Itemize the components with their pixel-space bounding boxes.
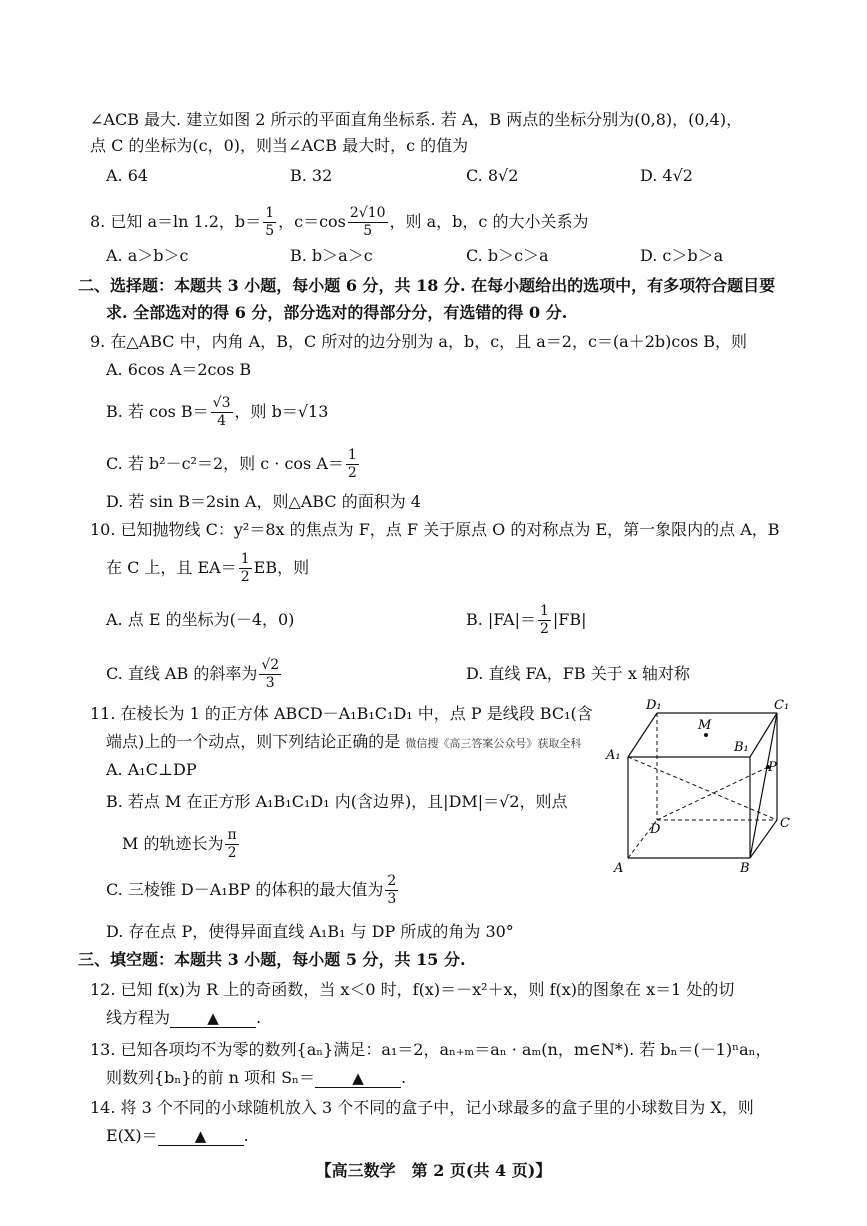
- q9-option-c: C. 若 b²－c²＝2，则 c · cos A＝ $\frac{1}{2}$: [106, 447, 357, 481]
- label-c: C: [780, 816, 790, 831]
- q11-b-fraction: $\frac{\pi}{2}$: [227, 827, 237, 861]
- q13-line1: 13. 已知各项均不为零的数列{aₙ}满足：a₁＝2，aₙ₊ₘ＝aₙ · aₘ(n，m∈N*). 若 bₙ＝(－1)ⁿaₙ，: [90, 1040, 772, 1059]
- q8-option-c: C. b＞c＞a: [466, 246, 549, 265]
- q9-stem: 9. 在△ABC 中，内角 A，B，C 所对的边分别为 a，b，c，且 a＝2，c＝(a＋2b)cos B，则: [90, 332, 748, 351]
- section2-line1: 二、选择题：本题共 3 小题，每小题 6 分，共 18 分. 在每小题给出的选项中，有多项符合题目要: [78, 276, 776, 295]
- label-a1: A₁: [606, 748, 621, 763]
- q14-answer-blank: ▲: [158, 1127, 244, 1146]
- q11-line2: 端点)上的一个动点，则下列结论正确的是 微信搜《高三答案公众号》获取全科: [106, 732, 582, 751]
- q8-option-b: B. b＞a＞c: [290, 246, 373, 265]
- q8-stem: [90, 200, 588, 244]
- q8-option-a: A. a＞b＞c: [106, 246, 189, 265]
- segment-d-p: [657, 767, 768, 820]
- q9-option-d: D. 若 sin B＝2sin A，则△ABC 的面积为 4: [106, 492, 421, 511]
- q11-c-fraction: $\frac{2}{3}$: [387, 873, 397, 907]
- watermark-text: 微信搜《高三答案公众号》获取全科: [405, 737, 582, 750]
- q12-line1: 12. 已知 f(x)为 R 上的奇函数，当 x＜0 时，f(x)＝－x²＋x，则 f(x)的图象在 x＝1 处的切: [90, 980, 735, 999]
- q9-option-a: A. 6cos A＝2cos B: [106, 360, 252, 379]
- q8-c-fraction: $\frac{2√10}{5}$: [349, 205, 386, 239]
- label-a: A: [614, 861, 624, 876]
- q10-option-b: B. |FA|＝ $\frac{1}{2}$ |FB|: [466, 603, 587, 637]
- label-b1: B₁: [734, 740, 749, 755]
- label-p: P: [768, 760, 777, 775]
- q11-option-b-line2: M 的轨迹长为 $\frac{\pi}{2}$: [122, 827, 237, 861]
- q7-option-c: C. 8√2: [466, 166, 519, 185]
- section2-line2: 求. 全部选对的得 6 分，部分选对的得部分分，有选错的得 0 分.: [106, 303, 568, 322]
- q10-option-d: D. 直线 FA，FB 关于 x 轴对称: [466, 664, 690, 683]
- q14-line1: 14. 将 3 个不同的小球随机放入 3 个不同的盒子中，记小球最多的盒子里的小球数目为 X，则: [90, 1098, 754, 1117]
- q12-answer-blank: ▲: [170, 1009, 256, 1028]
- q8-stem-post: ，则 a，b，c 的大小关系为: [389, 212, 589, 231]
- q9-option-b: B. 若 cos B＝ $\frac{√3}{4}$ ，则 b＝√13: [106, 395, 329, 429]
- q7-option-a: A. 64: [106, 166, 149, 185]
- label-m: M: [698, 718, 712, 733]
- cube-figure: [600, 695, 800, 880]
- label-d: D: [650, 822, 661, 837]
- section3-title: 三、填空题：本题共 3 小题，每小题 5 分，共 15 分.: [78, 950, 466, 969]
- q11-line1: 11. 在棱长为 1 的正方体 ABCD－A₁B₁C₁D₁ 中，点 P 是线段 BC₁(含: [90, 704, 593, 723]
- q8-stem-pre: 8. 已知 a＝ln 1.2，b＝: [90, 212, 262, 231]
- q8-stem-mid: ，c＝cos: [278, 212, 346, 231]
- label-b: B: [740, 861, 750, 876]
- q10-c-fraction: $\frac{√2}{3}$: [261, 657, 280, 691]
- q11-option-c: C. 三棱锥 D－A₁BP 的体积的最大值为 $\frac{2}{3}$: [106, 873, 397, 907]
- q8-option-d: D. c＞b＞a: [640, 246, 724, 265]
- q7-option-d: D. 4√2: [640, 166, 693, 185]
- q11-option-b-line1: B. 若点 M 在正方形 A₁B₁C₁D₁ 内(含边界)，且|DM|＝√2，则点: [106, 792, 568, 811]
- page-footer: 【高三数学 第 2 页(共 4 页)】: [315, 1161, 552, 1180]
- q12-line2: 线方程为 ▲ .: [106, 1008, 262, 1027]
- q13-line2: 则数列{bₙ}的前 n 项和 Sₙ＝ ▲ .: [106, 1068, 407, 1087]
- label-c1: C₁: [774, 698, 790, 713]
- diagonal-a1-c: [628, 757, 777, 820]
- q10-option-a: A. 点 E 的坐标为(－4，0): [106, 610, 295, 629]
- q9-c-fraction: $\frac{1}{2}$: [347, 447, 357, 481]
- q7-option-b: B. 32: [290, 166, 333, 185]
- q7-line2: 点 C 的坐标为(c，0)，则当∠ACB 最大时，c 的值为: [90, 136, 469, 155]
- q10-line1: 10. 已知抛物线 C：y²＝8x 的焦点为 F，点 F 关于原点 O 的对称点为 E，第一象限内的点 A，B: [90, 520, 780, 539]
- q14-line2: E(X)＝ ▲ .: [106, 1126, 249, 1145]
- q10-stem-fraction: $\frac{1}{2}$: [240, 551, 250, 585]
- q11-option-a: A. A₁C⊥DP: [106, 760, 197, 779]
- q8-b-fraction: $\frac{1}{5}$: [265, 205, 275, 239]
- q9-b-fraction: $\frac{√3}{4}$: [212, 395, 231, 429]
- q10-b-fraction: $\frac{1}{2}$: [539, 603, 549, 637]
- q10-line2: 在 C 上，且 EA＝ $\frac{1}{2}$ EB，则: [106, 551, 310, 585]
- q7-line1: ∠ACB 最大. 建立如图 2 所示的平面直角坐标系. 若 A，B 两点的坐标分别为(0,8)，(0,4)，: [90, 110, 743, 129]
- point-m: [704, 733, 708, 737]
- edge-a1-d1: [628, 713, 657, 757]
- q13-answer-blank: ▲: [315, 1069, 401, 1088]
- q10-option-c: C. 直线 AB 的斜率为 $\frac{√2}{3}$: [106, 657, 280, 691]
- label-d1: D₁: [646, 698, 662, 713]
- q11-option-d: D. 存在点 P，使得异面直线 A₁B₁ 与 DP 所成的角为 30°: [106, 922, 514, 941]
